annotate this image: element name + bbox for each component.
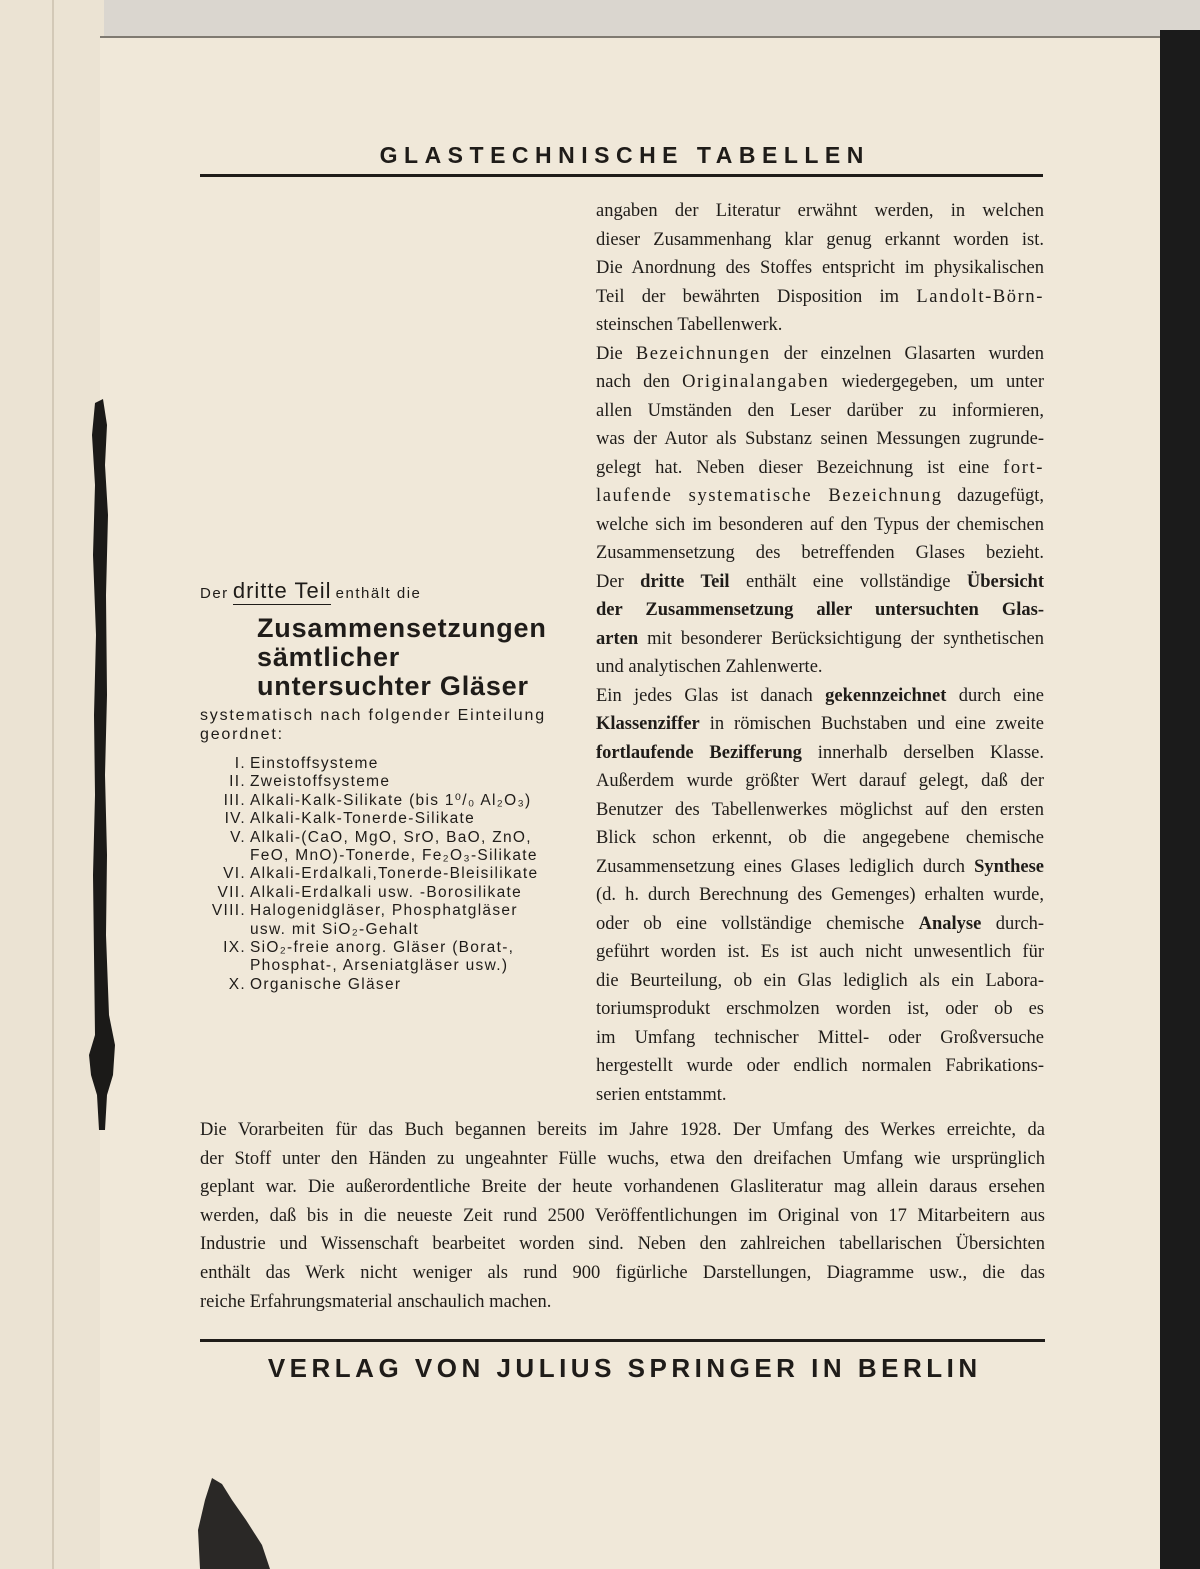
class-numeral: VI. bbox=[223, 865, 246, 883]
text-segment: nach den bbox=[596, 372, 683, 392]
spaced-text: Originalangaben bbox=[682, 372, 830, 392]
right-column-line bbox=[596, 425, 1044, 454]
intro-heading bbox=[257, 614, 547, 701]
class-list-item bbox=[190, 976, 538, 994]
bold-text: fortlaufende Bezifferung bbox=[596, 742, 802, 763]
class-list-item bbox=[190, 792, 538, 810]
text-segment: mit besonderer Berücksichtigung der synthetischen bbox=[638, 628, 1044, 649]
paragraph-line bbox=[200, 1259, 1045, 1288]
intro-subtitle-line: geordnet: bbox=[200, 726, 284, 743]
text-segment: der Stoff unter den Händen zu ungeahnter Fülle wuchs, etwa den dreifachen Umfang wie ursprünglich bbox=[200, 1148, 1045, 1169]
class-description bbox=[250, 810, 475, 828]
torn-paper-edge bbox=[85, 395, 125, 1135]
text-segment: angaben der Literatur erwähnt werden, in welchen bbox=[596, 201, 1044, 221]
right-column-line bbox=[596, 568, 1044, 597]
right-column-line bbox=[596, 653, 1044, 682]
class-description-line: FeO, MnO)-Tonerde, Fe₂O₃-Silikate bbox=[250, 847, 538, 865]
right-column-line bbox=[596, 710, 1044, 739]
right-column-line bbox=[596, 796, 1044, 825]
text-segment: Die bbox=[596, 343, 636, 364]
class-description-line: SiO₂-freie anorg. Gläser (Borat-, bbox=[250, 939, 515, 957]
right-column-line bbox=[596, 682, 1044, 711]
lead-prefix: Der bbox=[200, 585, 229, 602]
class-list-item bbox=[190, 810, 538, 828]
class-description bbox=[250, 755, 379, 773]
class-description-line: Organische Gläser bbox=[250, 975, 402, 993]
right-column-line bbox=[596, 853, 1044, 882]
text-segment: Die Vorarbeiten für das Buch begannen bereits im Jahre 1928. Der Umfang des Werkes erreichte, da bbox=[200, 1120, 1045, 1140]
class-description-line: Zweistoffsysteme bbox=[250, 773, 391, 791]
text-segment: welche sich im besonderen auf den Typus der chemischen bbox=[596, 514, 1044, 535]
class-numeral: V. bbox=[230, 828, 246, 846]
footer-rule bbox=[200, 1339, 1045, 1342]
text-segment: der einzelnen Glasarten wurden bbox=[770, 343, 1044, 364]
text-segment: Zusammensetzung eines Glases lediglich durch bbox=[596, 856, 975, 877]
right-column-line bbox=[596, 824, 1044, 853]
class-list-item bbox=[190, 773, 538, 791]
paragraph-line bbox=[200, 1116, 1045, 1145]
lead-emphasis: dritte Teil bbox=[232, 578, 332, 603]
intro-heading-line: sämtlicher bbox=[257, 642, 401, 672]
text-segment: innerhalb derselben Klasse. bbox=[801, 742, 1044, 763]
bold-text: gekennzeichnet bbox=[825, 685, 947, 706]
text-segment: allen Umständen den Leser darüber zu informieren, bbox=[596, 400, 1044, 421]
intro-heading-line: Zusammensetzungen bbox=[257, 613, 547, 643]
right-column-text bbox=[596, 197, 1044, 1109]
right-column-line bbox=[596, 967, 1044, 996]
right-column-line bbox=[596, 596, 1044, 625]
intro-heading-line: untersuchter Gläser bbox=[257, 671, 529, 701]
bold-text: Synthese bbox=[974, 856, 1044, 877]
text-segment: werden, daß bis in die neueste Zeit rund 2500 Veröffentlichungen im Original von 17 Mitarbeitern aus bbox=[200, 1205, 1045, 1226]
class-description bbox=[250, 939, 514, 976]
text-segment: wiedergegeben, um unter bbox=[829, 372, 1044, 392]
class-description-line: Alkali-Erdalkali,Tonerde-Bleisilikate bbox=[250, 865, 539, 883]
text-segment: serien entstammt. bbox=[596, 1084, 727, 1105]
right-column-line bbox=[596, 739, 1044, 768]
right-column-line bbox=[596, 226, 1044, 255]
class-description bbox=[250, 829, 538, 866]
class-numeral: IV. bbox=[224, 810, 246, 828]
text-segment: und analytischen Zahlenwerte. bbox=[596, 657, 823, 677]
right-column-line bbox=[596, 1024, 1044, 1053]
right-column-line bbox=[596, 539, 1044, 568]
bold-text: Klassenziffer bbox=[596, 714, 700, 734]
text-segment: in römischen Buchstaben und eine zweite bbox=[699, 714, 1044, 734]
right-column-line bbox=[596, 625, 1044, 654]
right-column-line bbox=[596, 938, 1044, 967]
spaced-text: Landolt-Börn- bbox=[916, 286, 1044, 307]
class-description-line: Alkali-(CaO, MgO, SrO, BaO, ZnO, bbox=[250, 828, 532, 846]
text-segment: dieser Zusammenhang klar genug erkannt worden ist. bbox=[596, 229, 1044, 250]
bottom-paragraph bbox=[200, 1116, 1045, 1316]
class-description-line: Alkali-Kalk-Silikate (bis 1⁰/₀ Al₂O₃) bbox=[250, 791, 532, 809]
text-segment: steinschen Tabellenwerk. bbox=[596, 315, 783, 335]
header-rule bbox=[200, 174, 1043, 177]
text-segment: gelegt hat. Neben dieser Bezeichnung ist eine bbox=[596, 457, 1004, 478]
intro-subtitle bbox=[200, 706, 546, 744]
right-column-line bbox=[596, 767, 1044, 796]
class-list-item bbox=[190, 884, 538, 902]
class-numeral: VIII. bbox=[211, 902, 246, 920]
page-title: GLASTECHNISCHE TABELLEN bbox=[379, 142, 870, 168]
text-segment: Ein jedes Glas ist danach bbox=[596, 685, 826, 706]
right-column-line bbox=[596, 197, 1044, 226]
text-segment: oder ob eine vollständige chemische bbox=[596, 913, 919, 934]
class-numeral: III. bbox=[223, 791, 246, 809]
class-numeral: II. bbox=[229, 773, 246, 791]
right-column-line bbox=[596, 1081, 1044, 1110]
paragraph-line bbox=[200, 1288, 1045, 1317]
bold-text: Übersicht bbox=[966, 571, 1044, 592]
intro-lead bbox=[200, 577, 421, 605]
text-segment: Der bbox=[596, 571, 641, 592]
spaced-text: Bezeichnungen bbox=[635, 343, 771, 364]
right-column-line bbox=[596, 1052, 1044, 1081]
text-segment: Teil der bewährten Disposition im bbox=[596, 286, 917, 307]
text-segment: geplant war. Die außerordentliche Breite der heute vorhandenen Glasliteratur mag allein daraus ersehen bbox=[200, 1177, 1045, 1198]
paragraph-line bbox=[200, 1173, 1045, 1202]
right-column-line bbox=[596, 881, 1044, 910]
text-segment: was der Autor als Substanz seinen Messungen zugrunde- bbox=[596, 429, 1044, 449]
lead-suffix: enthält die bbox=[335, 585, 422, 602]
class-numeral: I. bbox=[234, 755, 246, 772]
class-description-line: usw. mit SiO₂-Gehalt bbox=[250, 920, 419, 938]
class-description bbox=[250, 902, 518, 939]
text-segment: Blick schon erkennt, ob die angegebene chemische bbox=[596, 828, 1044, 848]
class-list bbox=[190, 755, 538, 994]
scan-background-right bbox=[1160, 30, 1200, 1569]
text-segment: geführt worden ist. Es ist auch nicht unwesentlich für bbox=[596, 942, 1044, 962]
class-list-item bbox=[190, 939, 538, 976]
right-column-line bbox=[596, 283, 1044, 312]
intro-subtitle-line: systematisch nach folgender Einteilung bbox=[200, 707, 546, 724]
class-description-line: Phosphat-, Arseniatgläser usw.) bbox=[250, 957, 509, 975]
class-numeral: X. bbox=[228, 975, 246, 993]
class-description bbox=[250, 792, 532, 810]
class-list-item bbox=[190, 902, 538, 939]
bold-text: dritte Teil bbox=[640, 571, 730, 592]
right-column-line bbox=[596, 511, 1044, 540]
text-segment: hergestellt wurde oder endlich normalen Fabrikations- bbox=[596, 1056, 1044, 1076]
torn-paper-notch bbox=[190, 1470, 280, 1569]
paragraph-line bbox=[200, 1145, 1045, 1174]
class-description bbox=[250, 773, 390, 791]
right-column-line bbox=[596, 910, 1044, 939]
right-column-line bbox=[596, 340, 1044, 369]
class-numeral: IX. bbox=[223, 939, 246, 957]
class-list-item bbox=[190, 755, 538, 773]
right-column-line bbox=[596, 454, 1044, 483]
text-segment: reiche Erfahrungsmaterial anschaulich machen. bbox=[200, 1291, 552, 1312]
class-description bbox=[250, 976, 401, 994]
right-column-line bbox=[596, 311, 1044, 340]
paragraph-line bbox=[200, 1202, 1045, 1231]
text-segment: die Beurteilung, ob ein Glas lediglich als ein Labora- bbox=[596, 970, 1044, 991]
right-column-line bbox=[596, 397, 1044, 426]
text-segment: enthält eine vollständige bbox=[729, 571, 967, 592]
class-list-item bbox=[190, 865, 538, 883]
class-description-line: Einstoffsysteme bbox=[250, 755, 379, 772]
text-segment: im Umfang technischer Mittel- oder Großversuche bbox=[596, 1027, 1044, 1048]
page-fold-line bbox=[52, 0, 54, 1569]
class-description-line: Alkali-Kalk-Tonerde-Silikate bbox=[250, 810, 476, 828]
spaced-text: laufende systematische Bezeichnung bbox=[596, 486, 943, 506]
bold-text: der Zusammensetzung aller untersuchten Glas- bbox=[596, 600, 1044, 620]
right-column-line bbox=[596, 254, 1044, 283]
text-segment: Zusammensetzung des betreffenden Glases bezieht. bbox=[596, 543, 1044, 563]
right-column-line bbox=[596, 368, 1044, 397]
class-description bbox=[250, 865, 538, 883]
right-column-line bbox=[596, 995, 1044, 1024]
bold-text: Analyse bbox=[918, 913, 982, 934]
right-column-line bbox=[596, 482, 1044, 511]
publisher-imprint: VERLAG VON JULIUS SPRINGER IN BERLIN bbox=[267, 1353, 982, 1383]
text-segment: Die Anordnung des Stoffes entspricht im physikalischen bbox=[596, 258, 1044, 278]
text-segment: (d. h. durch Berechnung des Gemenges) erhalten wurde, bbox=[596, 885, 1044, 905]
scan-background-top bbox=[0, 0, 1200, 38]
text-segment: Außerdem wurde größter Wert darauf gelegt, daß der bbox=[596, 771, 1044, 791]
text-segment: toriumsprodukt erschmolzen worden ist, oder ob es bbox=[596, 999, 1044, 1019]
text-segment: durch eine bbox=[946, 685, 1044, 706]
class-description-line: Halogenidgläser, Phosphatgläser bbox=[250, 902, 518, 920]
paragraph-line bbox=[200, 1230, 1045, 1259]
text-segment: enthält das Werk nicht weniger als rund 900 figürliche Darstellungen, Diagramme usw., die das bbox=[200, 1262, 1045, 1283]
spaced-text: fort- bbox=[1003, 457, 1044, 478]
text-segment: durch- bbox=[981, 913, 1044, 934]
bold-text: arten bbox=[596, 628, 639, 649]
text-segment: Industrie und Wissenschaft bearbeitet worden sind. Neben den zahlreichen tabellarischen Übersichten bbox=[200, 1234, 1045, 1255]
class-description-line: Alkali-Erdalkali usw. -Borosilikate bbox=[250, 883, 523, 901]
class-description bbox=[250, 884, 522, 902]
text-segment: Benutzer des Tabellenwerkes möglichst auf den ersten bbox=[596, 799, 1044, 820]
class-list-item bbox=[190, 829, 538, 866]
class-numeral: VII. bbox=[217, 883, 246, 901]
text-segment: dazugefügt, bbox=[942, 486, 1044, 506]
